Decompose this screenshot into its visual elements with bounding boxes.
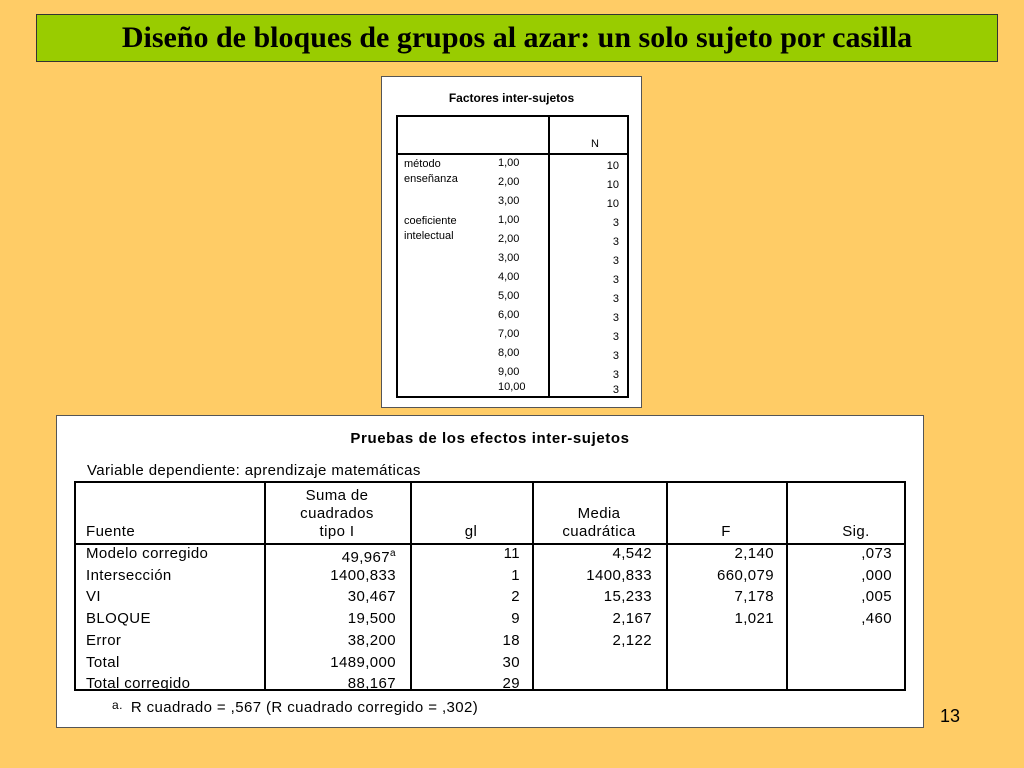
factor-n: 10 <box>606 179 619 191</box>
cell-df <box>410 673 520 695</box>
anova-table-header <box>76 483 904 545</box>
cell-source <box>86 630 121 652</box>
source-header: Fuente <box>86 523 136 540</box>
cell-ms-text: 1400,833 <box>586 566 652 584</box>
factors-table-title: Factores inter-sujetos <box>448 91 575 105</box>
ss-header-line2: cuadrados <box>300 505 374 522</box>
cell-f-text: 2,140 <box>734 545 774 562</box>
table-row <box>398 347 627 366</box>
factor-n: 3 <box>612 312 619 324</box>
cell-ss-text: 49,967 <box>341 549 391 566</box>
cell-source <box>86 565 172 587</box>
table-row <box>76 543 904 565</box>
cell-ms-text: 15,233 <box>603 588 652 606</box>
cell-ss-text: 1489,000 <box>330 653 396 671</box>
table-row <box>398 328 627 347</box>
factor-n: 3 <box>612 255 619 267</box>
cell-f <box>666 586 774 608</box>
cell-ss <box>264 586 396 608</box>
cell-df <box>410 608 520 630</box>
table-row <box>398 195 627 214</box>
factor-n: 3 <box>612 274 619 286</box>
f-header: F <box>721 523 731 540</box>
cell-f <box>666 565 774 587</box>
cell-source <box>86 586 101 608</box>
table-row <box>398 252 627 271</box>
ms-header-line2: cuadrática <box>562 523 636 540</box>
cell-ss <box>264 652 396 674</box>
footnote-mark: a. <box>112 698 123 712</box>
cell-df-text: 18 <box>502 631 520 649</box>
footnote-text: R cuadrado = ,567 (R cuadrado corregido = ,302) <box>130 699 479 716</box>
ss-header-line1: Suma de <box>305 487 369 504</box>
cell-source-text: Intersección <box>86 566 172 584</box>
cell-df-text: 29 <box>502 675 520 693</box>
cell-sig <box>786 543 892 565</box>
slide-title-banner <box>36 14 998 62</box>
factor-n: 3 <box>612 217 619 229</box>
cell-ss <box>264 565 396 587</box>
factors-panel <box>381 76 642 408</box>
table-row <box>398 309 627 328</box>
table-row <box>398 271 627 290</box>
cell-ms <box>532 586 652 608</box>
factor-n: 3 <box>612 369 619 381</box>
cell-ms-text: 4,542 <box>612 545 652 562</box>
cell-ms <box>532 630 652 652</box>
cell-source-text: BLOQUE <box>86 610 151 628</box>
cell-df-text: 2 <box>511 588 520 606</box>
factor-level: 1,00 <box>498 214 520 226</box>
table-row <box>398 290 627 309</box>
cell-source <box>86 608 151 630</box>
cell-df-text: 30 <box>502 653 520 671</box>
factor-n: 10 <box>606 160 619 172</box>
footnote <box>112 699 478 716</box>
factor-level: 1,00 <box>498 157 520 169</box>
cell-ss-text: 30,467 <box>347 588 396 606</box>
cell-ss <box>264 630 396 652</box>
page-number: 13 <box>940 706 961 726</box>
table-row <box>76 586 904 608</box>
cell-ss-text: 1400,833 <box>330 566 396 584</box>
cell-df-text: 9 <box>511 610 520 628</box>
cell-ss-text: 19,500 <box>347 610 396 628</box>
cell-df <box>410 630 520 652</box>
cell-f-text: 1,021 <box>734 610 774 628</box>
factor-level: 2,00 <box>498 233 520 245</box>
cell-f-text: 7,178 <box>734 588 774 606</box>
factor-n: 3 <box>612 350 619 362</box>
cell-ms <box>532 608 652 630</box>
cell-source <box>86 543 208 565</box>
cell-sig <box>786 565 892 587</box>
factors-table <box>396 115 629 398</box>
cell-sig <box>786 586 892 608</box>
cell-f-text: 660,079 <box>716 566 774 584</box>
df-header: gl <box>464 523 478 540</box>
slide-title: Diseño de bloques de grupos al azar: un solo sujeto por casilla <box>121 21 913 54</box>
cell-ss <box>264 608 396 630</box>
cell-ms <box>532 543 652 565</box>
footnote-superscript: a <box>390 548 396 559</box>
cell-ss <box>264 673 396 695</box>
factor-level: 5,00 <box>498 290 520 302</box>
cell-df-text: 11 <box>503 545 520 562</box>
cell-source <box>86 673 190 695</box>
cell-sig-text: ,073 <box>861 545 892 562</box>
factor-level: 6,00 <box>498 309 520 321</box>
cell-ms-text: 2,122 <box>612 631 652 649</box>
factor-n: 3 <box>612 331 619 343</box>
ss-header-line3: tipo I <box>319 523 355 540</box>
cell-df-text: 1 <box>511 566 520 584</box>
cell-ss-text: 88,167 <box>347 675 396 693</box>
cell-f <box>666 608 774 630</box>
sig-header: Sig. <box>842 523 870 540</box>
factor-name: coeficiente intelectual <box>404 215 457 242</box>
cell-source-text: VI <box>86 588 101 606</box>
factor-name: método enseñanza <box>404 158 458 185</box>
table-row <box>76 565 904 587</box>
anova-table <box>74 481 906 691</box>
cell-df <box>410 652 520 674</box>
ms-header-line1: Media <box>577 505 621 522</box>
cell-df <box>410 586 520 608</box>
factors-table-header <box>398 117 627 155</box>
cell-source-text: Total <box>86 653 120 671</box>
cell-source-text: Modelo corregido <box>86 545 209 562</box>
tests-table-title: Pruebas de los efectos inter-sujetos <box>350 430 630 447</box>
cell-sig <box>786 608 892 630</box>
factor-level: 9,00 <box>498 366 520 378</box>
cell-sig-text: ,460 <box>861 610 892 628</box>
factor-level: 3,00 <box>498 252 520 264</box>
n-column-header: N <box>591 138 599 150</box>
factor-n: 3 <box>612 293 619 305</box>
factor-n: 3 <box>612 384 619 396</box>
table-row <box>76 652 904 674</box>
cell-df <box>410 543 520 565</box>
cell-ss-text: 38,200 <box>347 631 396 649</box>
factor-level: 3,00 <box>498 195 520 207</box>
cell-sig-text: ,005 <box>861 588 892 606</box>
cell-ms <box>532 565 652 587</box>
table-row <box>398 176 627 195</box>
table-row <box>76 673 904 695</box>
factor-level: 4,00 <box>498 271 520 283</box>
factor-level: 10,00 <box>498 381 526 393</box>
table-row <box>76 608 904 630</box>
cell-source-text: Total corregido <box>86 675 191 693</box>
tests-panel <box>56 415 924 728</box>
factor-n: 3 <box>612 236 619 248</box>
cell-df <box>410 565 520 587</box>
factor-level: 8,00 <box>498 347 520 359</box>
factor-level: 2,00 <box>498 176 520 188</box>
table-row <box>76 630 904 652</box>
dependent-variable-label: Variable dependiente: aprendizaje matemáticas <box>87 462 421 479</box>
table-row <box>398 381 627 400</box>
cell-source-text: Error <box>86 631 122 649</box>
factor-level: 7,00 <box>498 328 520 340</box>
cell-f <box>666 543 774 565</box>
table-row <box>398 233 627 252</box>
cell-source <box>86 652 120 674</box>
cell-ms-text: 2,167 <box>612 610 652 628</box>
cell-sig-text: ,000 <box>861 566 892 584</box>
factor-n: 10 <box>606 198 619 210</box>
